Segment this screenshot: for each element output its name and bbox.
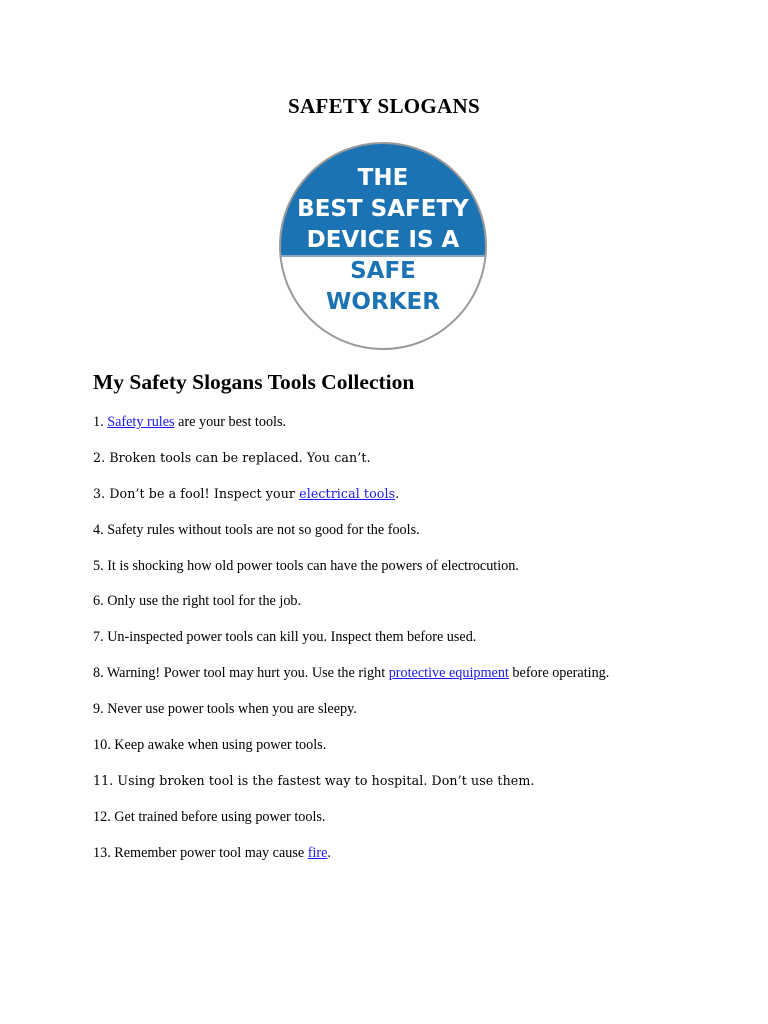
slogan-item-12 [93, 807, 733, 827]
badge-line-worker: WORKER [326, 289, 440, 315]
slogan-item-10 [93, 735, 733, 755]
slogan-text: 2. Broken tools can be replaced. You can’t. [93, 449, 371, 465]
link-safety-rules[interactable]: Safety rules [107, 414, 175, 430]
slogan-text: 1. [93, 414, 108, 430]
slogan-text: 9. Never use power tools when you are sleepy. [93, 701, 357, 718]
slogan-text-after: are your best tools. [174, 414, 287, 430]
slogan-item-1 [93, 412, 733, 432]
slogan-text: 10. Keep awake when using power tools. [93, 737, 327, 754]
slogan-text: 4. Safety rules without tools are not so good for the fools. [93, 521, 420, 538]
slogan-item-4 [93, 520, 733, 540]
slogan-text-after: before operating. [508, 665, 610, 682]
slogan-item-2 [93, 448, 733, 468]
slogan-text: 3. Don’t be a fool! Inspect your [93, 485, 300, 501]
slogan-text: 12. Get trained before using power tools. [93, 808, 326, 825]
link-protective-equipment[interactable]: protective equipment [388, 665, 509, 682]
slogan-item-3 [93, 484, 733, 504]
link-fire[interactable]: fire [307, 844, 328, 861]
link-electrical-tools[interactable]: electrical tools [299, 485, 396, 501]
slogan-text: 11. Using broken tool is the fastest way to hospital. Don’t use them. [93, 772, 535, 788]
badge-line-best-safety: BEST SAFETY [297, 196, 469, 222]
safety-badge-image [276, 140, 490, 352]
slogan-text: 8. Warning! Power tool may hurt you. Use the right [93, 665, 389, 682]
slogan-list [93, 412, 733, 879]
slogan-text: 7. Un-inspected power tools can kill you. Inspect them before used. [93, 629, 477, 646]
badge-line-device-is-a: DEVICE IS A [306, 227, 460, 253]
badge-line-safe: SAFE [350, 258, 416, 284]
slogan-item-6 [93, 591, 733, 611]
section-heading: My Safety Slogans Tools Collection [93, 370, 415, 394]
slogan-text: 5. It is shocking how old power tools can have the powers of electrocution. [93, 557, 519, 574]
badge-line-the: THE [357, 165, 409, 191]
slogan-text-after: . [327, 844, 331, 861]
slogan-text-after: . [395, 485, 400, 501]
slogan-text: 13. Remember power tool may cause [93, 844, 308, 861]
slogan-item-8 [93, 663, 733, 683]
slogan-item-13 [93, 843, 733, 863]
page-title: SAFETY SLOGANS [288, 94, 480, 118]
slogan-text: 6. Only use the right tool for the job. [93, 593, 302, 610]
slogan-item-7 [93, 627, 733, 647]
slogan-item-11 [93, 771, 733, 791]
slogan-item-5 [93, 556, 733, 576]
slogan-item-9 [93, 699, 733, 719]
